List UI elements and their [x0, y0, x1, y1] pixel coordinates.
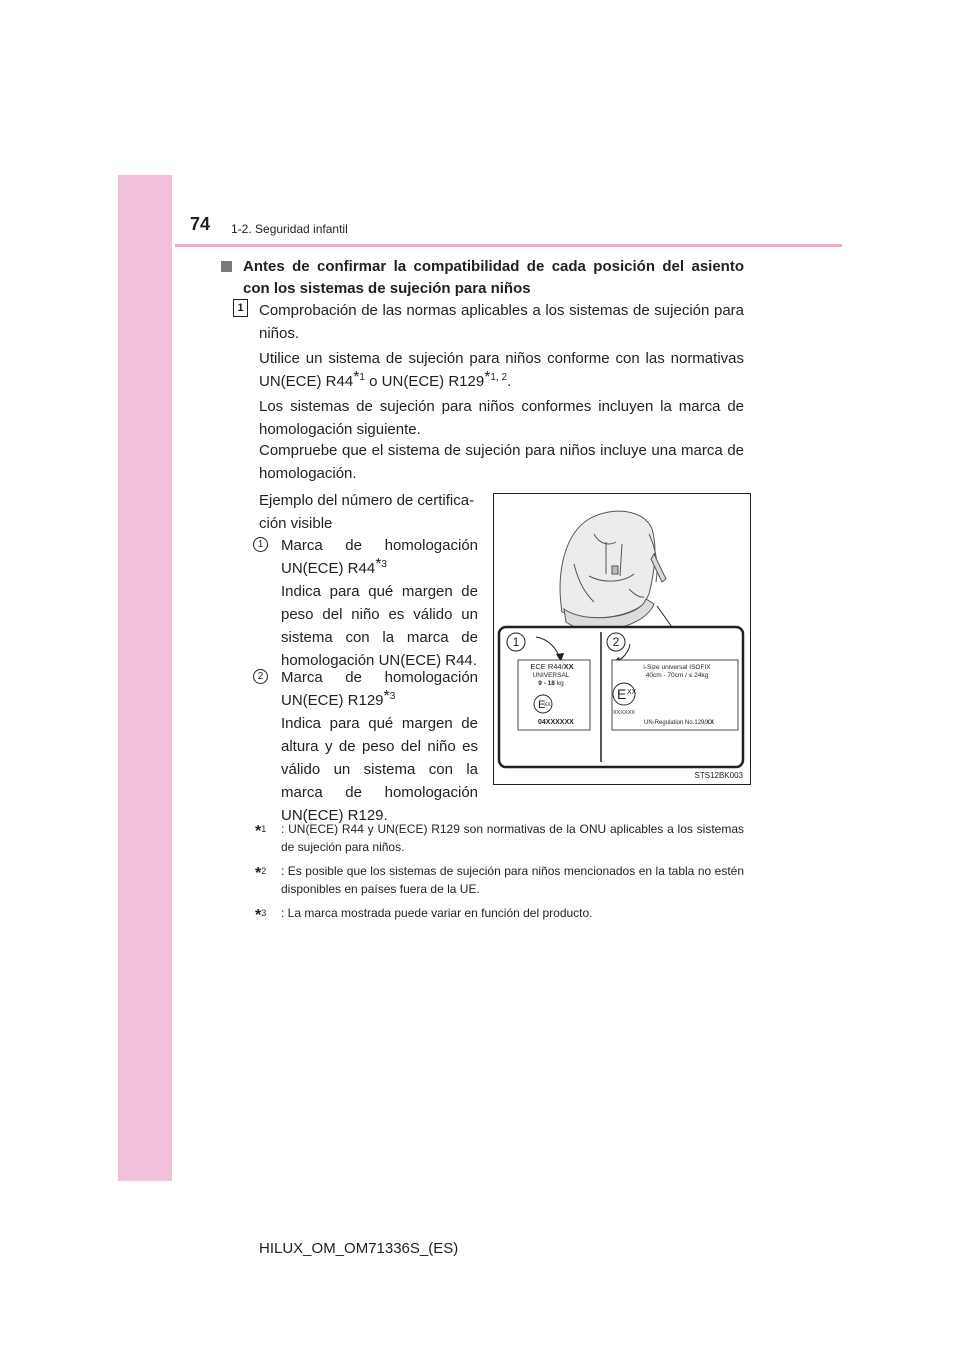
figure-code: STS12BK003: [694, 771, 743, 780]
footnote-2-marker: *$^2$: [255, 865, 267, 882]
step-title: Comprobación de las normas aplicables a los sistemas de sujeción para niños.: [259, 302, 744, 342]
svg-text:i-Size universal ISOFIX: i-Size universal ISOFIX: [643, 664, 711, 671]
approval-mark-figure: [493, 493, 751, 785]
heading: [221, 256, 744, 300]
footnote-ref-1: *1: [353, 369, 365, 386]
page-number: 74: [190, 214, 211, 234]
footnote-1-marker: *$^1$: [255, 823, 267, 840]
svg-text:UNIVERSAL: UNIVERSAL: [532, 672, 570, 679]
manual-code-footer: HILUX_OM_OM71336S_(ES): [259, 1240, 459, 1257]
svg-text:E: E: [617, 686, 627, 702]
item-2-title: Marca de homologación UN(ECE) R129: [281, 669, 478, 709]
footnote-1: [255, 820, 744, 856]
para-check: Compruebe que el sistema de sujeción para niños incluye una marca de homologación.: [259, 442, 744, 482]
item-1: [281, 534, 478, 672]
svg-text:XX: XX: [544, 702, 551, 708]
section-title: 1-2. Seguridad infantil: [231, 222, 348, 236]
para-marks: Los sistemas de sujeción para niños conformes incluyen la marca de homologación siguiente.: [259, 398, 744, 438]
para-standards: Utilice un sistema de sujeción para niños conforme con las normativas UN(ECE) R44$^{*1}$ o UN(ECE) R129$^{*1, 2}$.: [259, 350, 744, 390]
side-tab: [118, 175, 172, 1181]
svg-text:04XXXXXX: 04XXXXXX: [538, 719, 574, 726]
item-1-title: Marca de homologación UN(ECE) R44: [281, 537, 478, 577]
para-standards-pre: Utilice un sistema de sujeción para niños conforme con las normativas UN(ECE) R44: [259, 350, 744, 390]
footnote-3-marker: *$^3$: [255, 907, 267, 924]
svg-text:XX: XX: [627, 689, 637, 696]
svg-text:40cm - 70cm / ≤ 24kg: 40cm - 70cm / ≤ 24kg: [645, 672, 709, 679]
heading-text: Antes de confirmar la compatibilidad de cada posición del asiento con los sistemas de sujeción para niños: [243, 258, 744, 297]
child-seat-icon: [560, 511, 666, 630]
item-number-1: 1: [253, 537, 268, 552]
item-2: [281, 666, 478, 827]
footnote-ref-3: *3: [375, 556, 387, 573]
svg-text:UN-Regulation No.129/XX: UN-Regulation No.129/XX: [644, 720, 715, 726]
item-1-desc: Indica para qué margen de peso del niño es válido un sistema con la marca de homologación UN(ECE) R44.: [281, 583, 478, 669]
figure-label-1: 1: [512, 635, 520, 649]
figure-label-2: 2: [612, 635, 620, 649]
item-2-desc: Indica para qué margen de altura y de peso del niño es válido un sistema con la marca de homologación UN(ECE) R129.: [281, 715, 478, 824]
svg-text:9 - 18kg: 9 - 18 kg: [538, 680, 564, 687]
footnote-ref-1-2: *1, 2: [484, 369, 508, 386]
item-number-2: 2: [253, 669, 268, 684]
step-number: 1: [233, 299, 248, 317]
example-caption: Ejemplo del número de certifica-ción visible: [259, 492, 475, 532]
footnote-3-text: : La marca mostrada puede variar en función del producto.: [281, 906, 593, 920]
square-bullet-icon: [221, 261, 232, 272]
footnote-2: [255, 862, 744, 898]
footnote-2-text: : Es posible que los sistemas de sujeción para niños mencionados en la tabla no estén disponibles en países fuera de la UE.: [281, 864, 744, 896]
svg-text:E: E: [538, 699, 546, 711]
svg-text:XXXXXX: XXXXXX: [613, 710, 636, 716]
svg-text:ECE R44/XX: ECE R44/XX: [530, 662, 574, 671]
footnote-1-text: : UN(ECE) R44 y UN(ECE) R129 son normativas de la ONU aplicables a los sistemas de sujeción para niños.: [281, 822, 744, 854]
header-rule: [175, 244, 842, 247]
figure-svg: [494, 494, 750, 784]
para-standards-mid: o UN(ECE) R129: [364, 373, 485, 390]
r129-approval-label: [612, 660, 738, 730]
footnote-ref-3b: *3: [383, 688, 396, 705]
r44-approval-label: [518, 660, 590, 730]
footnote-3: [255, 904, 744, 922]
